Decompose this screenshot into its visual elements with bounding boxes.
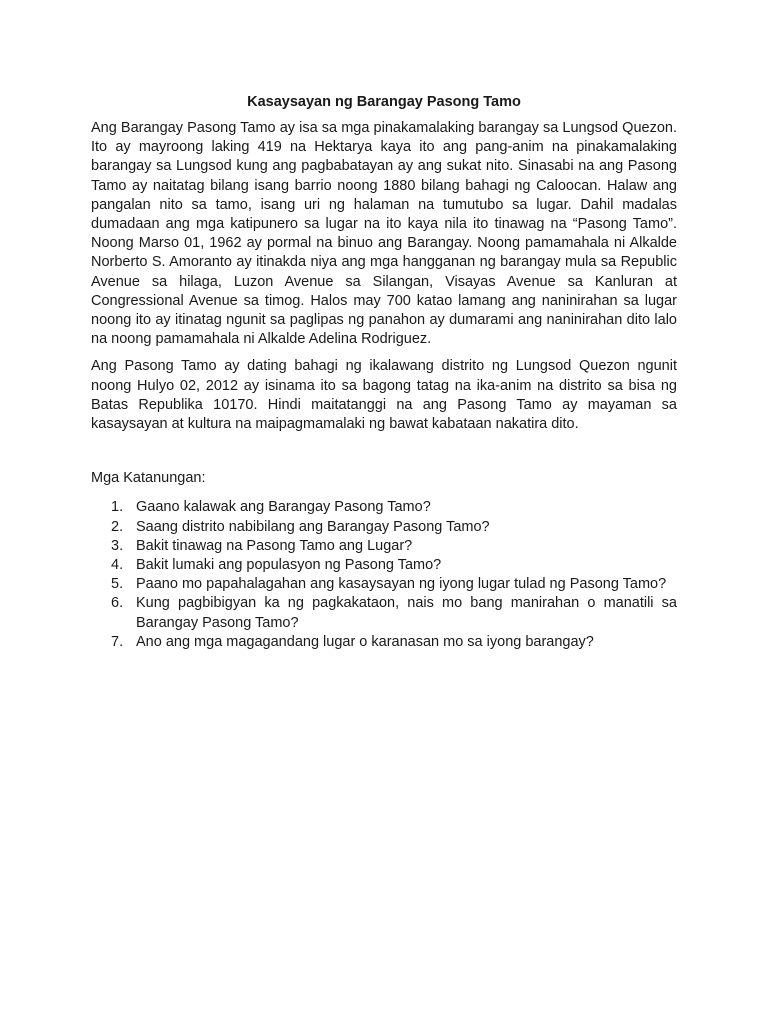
question-number: 7.: [111, 633, 124, 650]
question-text: Paano mo papahalagahan ang kasaysayan ng iyong lugar tulad ng Pasong Tamo?: [136, 576, 667, 593]
paragraph-history: Ang Barangay Pasong Tamo ay isa sa mga pinakamalaking barangay sa Lungsod Quezon. Ito ay mayroong laking 419 na Hektarya kaya ito ang pang-anim na pinakamalaking barangay sa Lungsod kung ang pagbabatayan ay ang sukat nito. Sinasabi na ang Pasong Tamo ay naitatag bilang isang barrio noong 1880 bilang bahagi ng Caloocan. Halaw ang pangalan nito sa tamo, isang uri ng halaman na tumutubo sa lugar. Dahil madalas dumadaan ang mga katipunero sa lugar na ito kaya nila ito tinawag na “Pasong Tamo”. Noong Marso 01, 1962 ay pormal na binuo ang Barangay. Noong pamamahala ni Alkalde Norberto S. Amoranto ay itinakda niya ang mga hangganan ng barangay mula sa Republic Avenue sa hilaga, Luzon Avenue sa Silangan, Visayas Avenue sa Kanluran at Congressional Avenue sa timog. Halos may 700 katao lamang ang naninirahan sa lugar noong ito ay itinatag ngunit sa paglipas ng panahon ay dumarami ang naninirahan dito lalo na noong pamamahala ni Alkalde Adelina Rodriguez.: [91, 120, 677, 348]
question-text: Ano ang mga magagandang lugar o karanasan mo sa iyong barangay?: [136, 633, 594, 650]
question-number: 5.: [111, 576, 124, 593]
question-item: [91, 498, 677, 517]
question-number: 1.: [111, 499, 124, 516]
question-text: Kung pagbibigyan ka ng pagkakataon, nais mo bang manirahan o manatili sa Barangay Pasong Tamo?: [136, 595, 677, 631]
question-item: [91, 575, 677, 594]
question-number: 4.: [111, 557, 124, 574]
question-text: Saang distrito nabibilang ang Barangay Pasong Tamo?: [136, 518, 490, 535]
question-item: [91, 518, 677, 537]
question-number: 2.: [111, 518, 124, 535]
question-item: [91, 556, 677, 575]
question-number: 3.: [111, 537, 124, 554]
question-text: Bakit lumaki ang populasyon ng Pasong Tamo?: [136, 557, 442, 574]
questions-heading: Mga Katanungan:: [91, 470, 206, 487]
question-text: Bakit tinawag na Pasong Tamo ang Lugar?: [136, 537, 413, 554]
document-title: Kasaysayan ng Barangay Pasong Tamo: [247, 94, 521, 110]
question-item: [91, 594, 677, 632]
question-text: Gaano kalawak ang Barangay Pasong Tamo?: [136, 499, 431, 516]
question-item: [91, 537, 677, 556]
questions-list: [91, 498, 677, 652]
question-item: [91, 633, 677, 652]
question-number: 6.: [111, 595, 124, 612]
paragraph-district: Ang Pasong Tamo ay dating bahagi ng ikalawang distrito ng Lungsod Quezon ngunit noong Hulyo 02, 2012 ay isinama ito sa bagong tatag na ika-anim na distrito sa bisa ng Batas Republika 10170. Hindi maitatanggi na ang Pasong Tamo ay mayaman sa kasaysayan at kultura na maipagmamalaki ng bawat kabataan nakatira dito.: [91, 358, 677, 433]
